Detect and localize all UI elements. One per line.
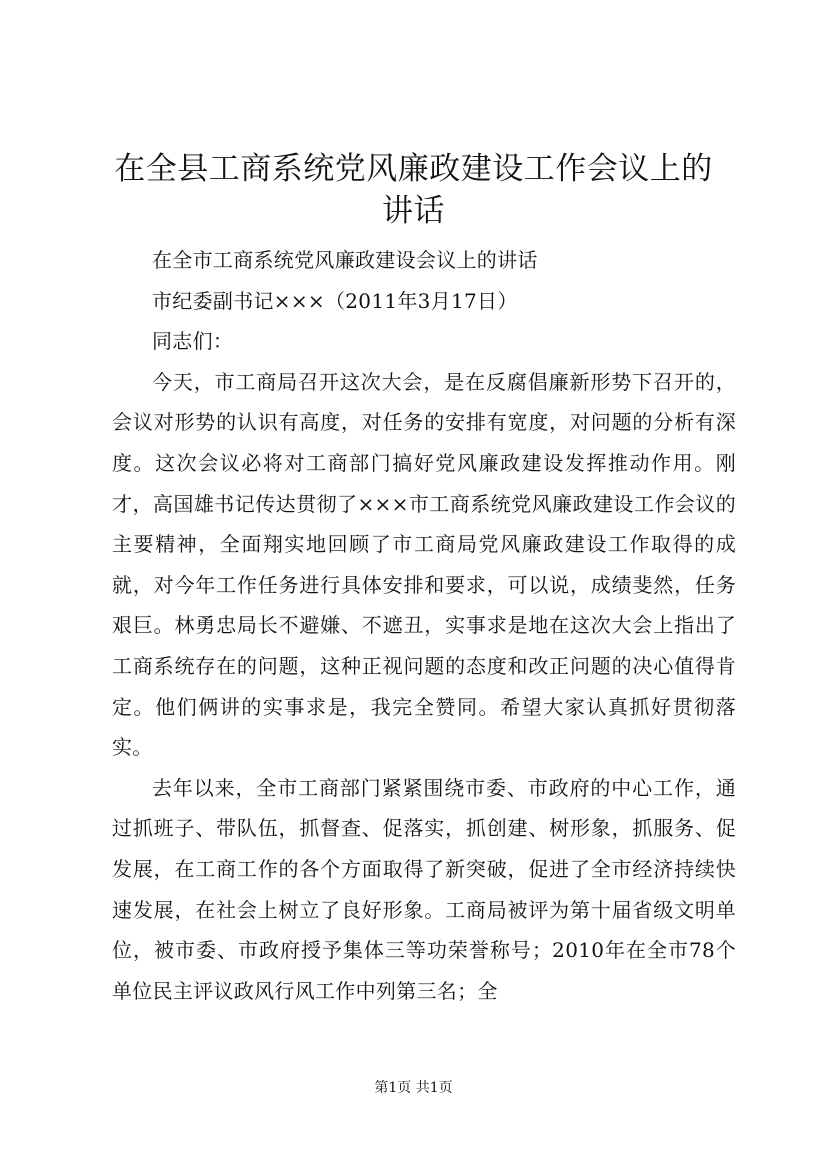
page-footer: 第1页 共1页 — [374, 1080, 453, 1096]
document-title: 在全县工商系统党风廉政建设工作会议上的讲话 — [114, 151, 713, 229]
document-body — [112, 240, 736, 1011]
body-paragraph-1: 今天，市工商局召开这次大会，是在反腐倡廉新形势下召开的，会议对形势的认识有高度，对任务的安排有宽度，对问题的分析有深度。这次会议必将对工商部门搞好党风廉政建设发挥推动作用。刚才，高国雄书记传达贯彻了×××市工商系统党风廉政建设工作会议的主要精神，全面翔实地回顾了市工商局党风廉政建设工作取得的成就，对今年工作任务进行具体安排和要求，可以说，成绩斐然，任务艰巨。林勇忠局长不避嫌、不遮丑，实事求是地在这次大会上指出了工商系统存在的问题，这种正视问题的态度和改正问题的决心值得肯定。他们俩讲的实事求是，我完全赞同。希望大家认真抓好贯彻落实。 — [112, 369, 736, 760]
salutation: 同志们： — [152, 329, 234, 354]
body-paragraph-2: 去年以来，全市工商部门紧紧围绕市委、市政府的中心工作，通过抓班子、带队伍，抓督查、促落实，抓创建、树形象，抓服务、促发展，在工商工作的各个方面取得了新突破，促进了全市经济持续快速发展，在社会上树立了良好形象。工商局被评为第十届省级文明单位，被市委、市政府授予集体三等功荣誉称号；2010年在全市78个单位民主评议政风行风工作中列第三名；全 — [112, 775, 736, 1003]
speech-heading: 在全市工商系统党风廉政建设会议上的讲话 — [152, 248, 538, 272]
speaker-line: 市纪委副书记×××（2011年3月17日） — [152, 288, 518, 313]
